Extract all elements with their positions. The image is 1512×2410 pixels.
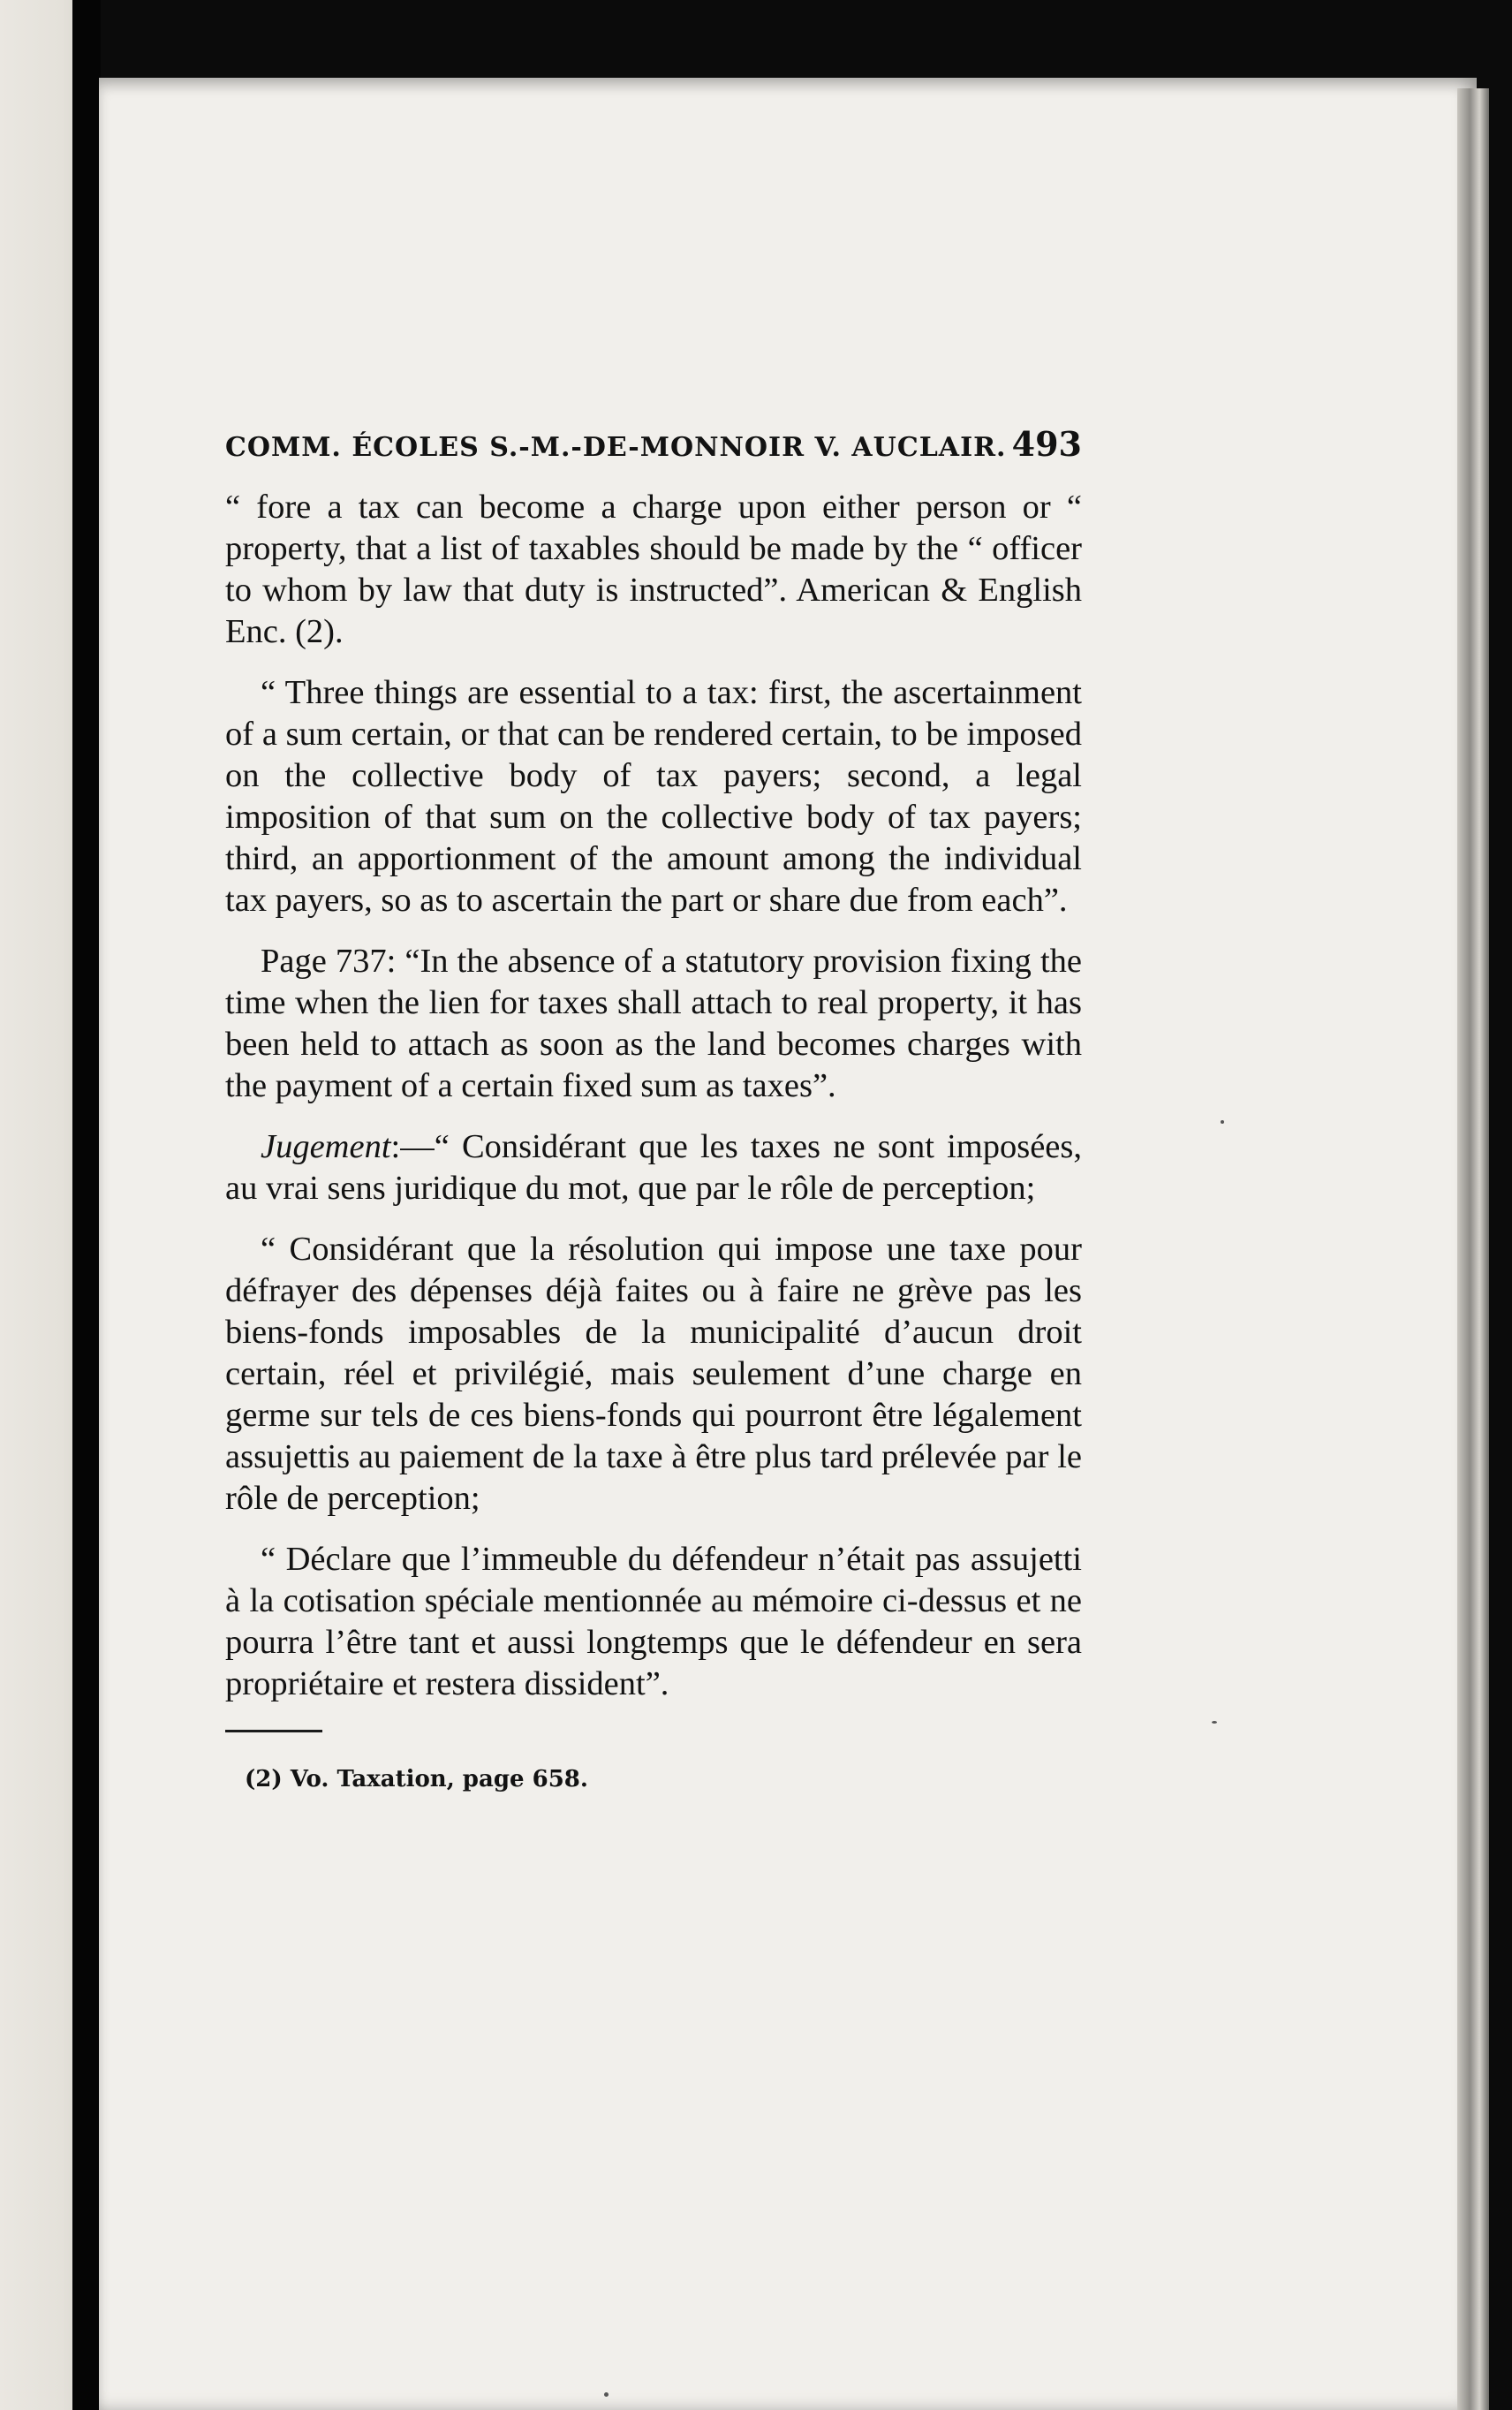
judgment-label: Jugement [261, 1128, 391, 1165]
paragraph: Page 737: “In the absence of a statutory provision fixing the time when the lien for taxes shall attach to real property, it has been held to attach as soon as the land becomes charges with the payment of a certain fixed sum as taxes”. [225, 943, 1082, 1104]
book-gutter [72, 0, 101, 2410]
page-content [225, 424, 1082, 1800]
paragraph: “ fore a tax can become a charge upon either person or “ property, that a list of taxables should be made by the “ officer to whom by law that duty is instructed”. American & English Enc. (2). [225, 489, 1082, 650]
paragraph: “ Three things are essential to a tax: first, the ascertainment of a sum certain, or that can be rendered certain, to be imposed on the collective body of tax payers; second, a legal imposition of that sum on the collective body of tax payers; third, an apportionment of the amount among the individual tax payers, so as to ascertain the part or share due from each”. [225, 674, 1082, 919]
paper-speck [1221, 1120, 1224, 1124]
page-stack-edge [1457, 88, 1489, 2410]
page-number: 493 [1011, 424, 1082, 464]
footnote-rule [225, 1730, 322, 1732]
judgment-paragraph [225, 1126, 1082, 1209]
paper-speck [604, 2392, 609, 2397]
running-head-title: COMM. ÉCOLES S.-M.-DE-MONNOIR V. AUCLAIR. [225, 432, 1007, 463]
running-head [225, 424, 1082, 464]
paragraph: “ Déclare que l’immeuble du défendeur n’était pas assujetti à la cotisation spéciale mentionnée au mémoire ci-dessus et ne pourra l’être tant et aussi longtemps que le défendeur en sera propriétaire et restera dissident”. [225, 1541, 1082, 1702]
paper-speck [1212, 1721, 1217, 1724]
paragraph: “ Considérant que la résolution qui impose une taxe pour défrayer des dépenses déjà faites ou à faire ne grève pas les biens-fonds imposables de la municipalité d’aucun droit certain, réel et privilégié, mais seulement d’une charge en germe sur tels de ces biens-fonds qui pourront être légalement assujettis au paiement de la taxe à être plus tard prélevée par le rôle de perception; [225, 1231, 1082, 1517]
footnote: (2) Vo. Taxation, page 658. [245, 1766, 588, 1792]
judgment-text: :—“ Considérant que les taxes ne sont imposées, au vrai sens juridique du mot, que par le rôle de perception; [225, 1128, 1082, 1207]
